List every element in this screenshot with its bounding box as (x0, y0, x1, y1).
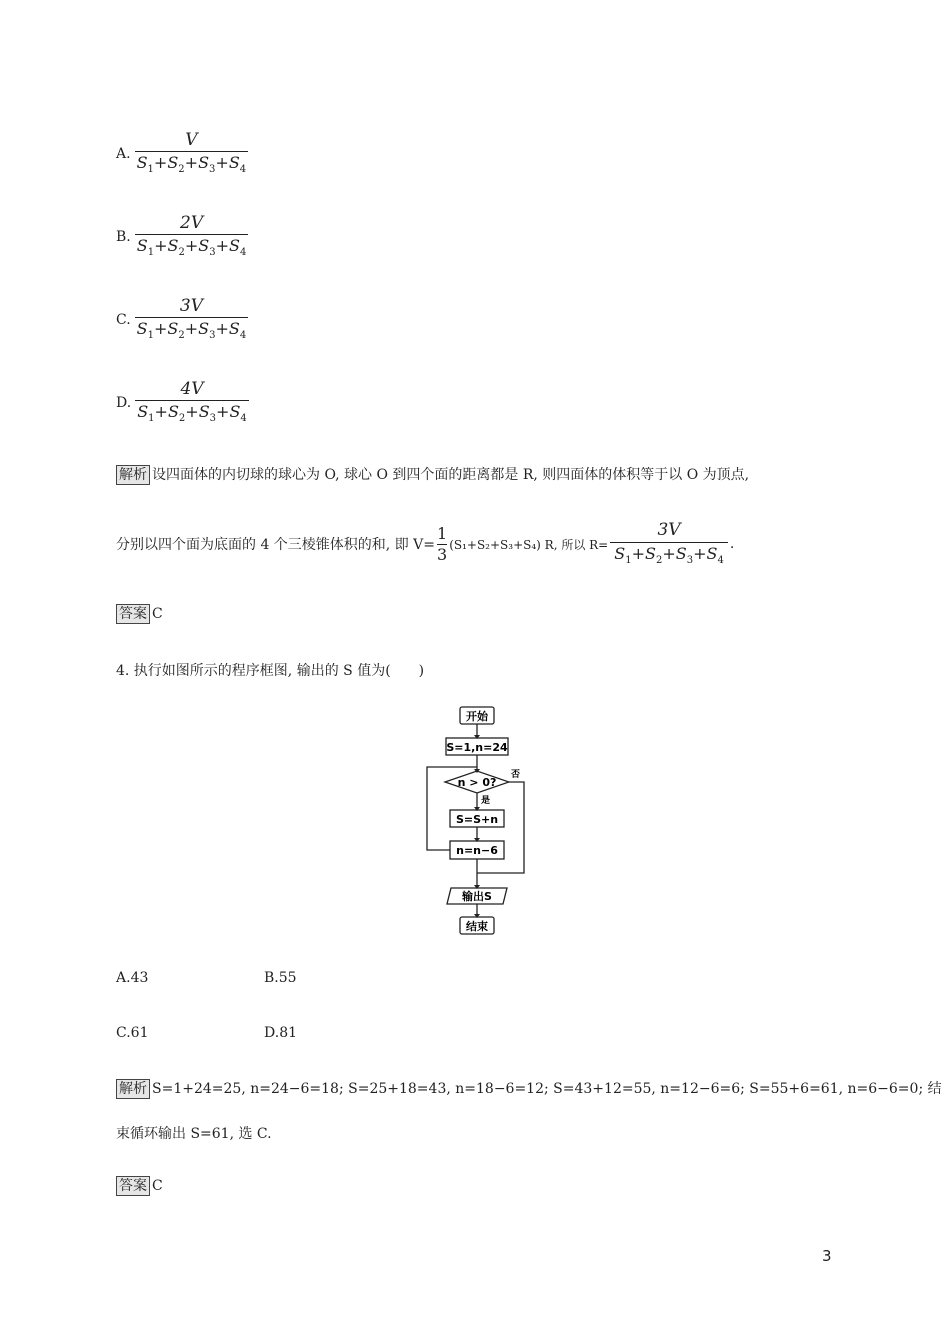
analysis-text: S=1+24=25, n=24−6=18; S=25+18=43, n=18−6=12; S=43+12=55, n=12−6=6; S=55+6=61, n=6−6=0; 结 (152, 1081, 942, 1097)
analysis-tag: 解析 (116, 465, 150, 485)
fraction-denominator: 3 (437, 544, 448, 564)
option-c (116, 298, 248, 341)
choice-d: D.81 (264, 1025, 298, 1041)
answer-value: C (152, 606, 163, 622)
fraction-denominator: $S_1+S_2+S_3+S_4$ (136, 153, 247, 176)
option-label: D. (116, 394, 132, 411)
fraction (135, 215, 249, 258)
option-d (116, 381, 249, 424)
flowchart-output-text: 输出S (462, 890, 492, 903)
choice-b: B.55 (264, 970, 297, 986)
flowchart-yes-label: 是 (481, 796, 491, 806)
option-label: A. (116, 145, 131, 162)
q3-analysis-line1 (116, 464, 749, 485)
fraction-numerator: 4V (180, 379, 204, 399)
answer-tag: 答案 (116, 604, 150, 624)
flowchart-start-text: 开始 (466, 710, 488, 723)
analysis-text: 分别以四个面为底面的 4 个三棱锥体积的和, 即 V= (116, 537, 435, 554)
flowchart-condition-text: n > 0? (457, 776, 497, 789)
option-label: C. (116, 311, 131, 328)
fraction (135, 132, 249, 175)
fraction-denominator: $S_1+S_2+S_3+S_4$ (610, 542, 728, 566)
analysis-text: (S₁+S₂+S₃+S₄) R, 所以 R= (449, 537, 609, 552)
answer-value: C (152, 1178, 163, 1194)
flowchart-end-text: 结束 (466, 920, 488, 933)
analysis-tag: 解析 (116, 1079, 150, 1099)
q3-answer (116, 604, 163, 624)
flowchart (410, 700, 545, 940)
fraction-numerator: 2V (180, 213, 204, 233)
fraction-numerator: 3V (179, 296, 204, 316)
choice-a: A.43 (116, 970, 149, 986)
choice-c: C.61 (116, 1025, 149, 1041)
option-b (116, 215, 248, 258)
fraction-numerator: 3V (657, 520, 681, 540)
option-label: B. (116, 228, 131, 245)
q4-title: 4. 执行如图所示的程序框图, 输出的 S 值为( ) (116, 663, 425, 679)
result-fraction (610, 522, 728, 566)
fraction (135, 381, 249, 424)
q4-answer (116, 1176, 163, 1196)
option-a (116, 132, 248, 175)
fraction-denominator: $S_1+S_2+S_3+S_4$ (136, 236, 247, 259)
flowchart-step1-text: S=S+n (455, 813, 499, 826)
page-number: 3 (822, 1247, 832, 1265)
one-third-fraction (437, 523, 448, 564)
answer-tag: 答案 (116, 1176, 150, 1196)
flowchart-step2-text: n=n−6 (456, 844, 498, 857)
q3-analysis-line2 (116, 522, 734, 566)
analysis-text: 设四面体的内切球的球心为 O, 球心 O 到四个面的距离都是 R, 则四面体的体积等于以 O 为顶点, (152, 467, 750, 483)
q4-analysis-line1 (116, 1078, 942, 1099)
fraction-numerator: V (185, 130, 198, 150)
analysis-text: . (729, 536, 735, 553)
flowchart-no-label: 否 (511, 770, 521, 780)
q4-analysis-line2: 束循环输出 S=61, 选 C. (116, 1126, 272, 1142)
flowchart-init-text: S=1,n=24 (446, 741, 508, 754)
fraction-numerator: 1 (437, 523, 448, 543)
fraction-denominator: $S_1+S_2+S_3+S_4$ (136, 319, 247, 342)
fraction (135, 298, 249, 341)
fraction-denominator: $S_1+S_2+S_3+S_4$ (137, 402, 247, 425)
